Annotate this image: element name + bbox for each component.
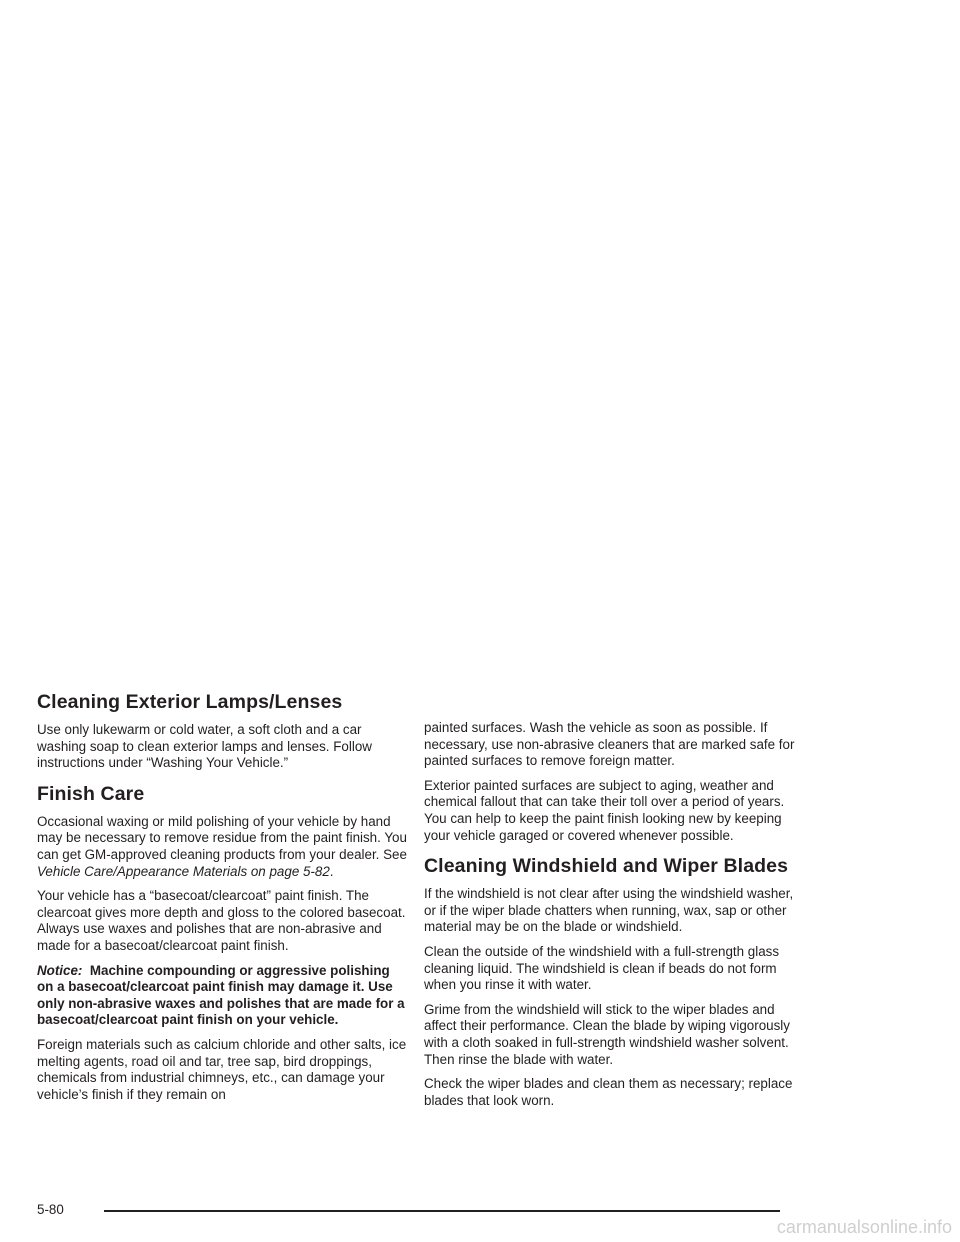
finish-paragraph-3: Foreign materials such as calcium chloride and other salts, ice melting agents, road oil and tar, tree sap, bird droppings, chemicals from industrial chimneys, etc., can damage your vehicle’s finish if they remain on — [37, 1036, 407, 1102]
finish-continued-paragraph-2: Exterior painted surfaces are subject to aging, weather and chemical fallout that can take their toll over a period of years. You can help to keep the paint finish looking new by keeping your vehicle garaged or covered whenever possible. — [424, 777, 785, 843]
watermark: carmanualsonline.info — [776, 1217, 952, 1237]
left-column — [37, 690, 409, 1111]
windshield-paragraph-1: If the windshield is not clear after using the windshield washer, or if the wiper blade chatters when running, wax, sap or other material may be on the blade or windshield. — [424, 886, 794, 935]
lamps-paragraph: Use only lukewarm or cold water, a soft cloth and a car washing soap to clean exterior lamps and lenses. Follow instructions under “Washing Your Vehicle.” — [37, 722, 372, 771]
windshield-paragraph-2: Clean the outside of the windshield with a full-strength glass cleaning liquid. The windshield is clean if beads do not form when you rinse it with water. — [424, 943, 780, 993]
vehicle-care-reference-link[interactable]: Vehicle Care/Appearance Materials on page 5-82 — [37, 863, 330, 879]
finish-paragraph-1-text: Occasional waxing or mild polishing of your vehicle by hand may be necessary to remove residue from the paint finish. You can get GM-approved cleaning products from your dealer. See — [37, 813, 407, 862]
windshield-paragraph-3: Grime from the windshield will stick to the wiper blades and affect their performance. Clean the blade by wiping vigorously with a cloth soaked in full-strength windshield washer solvent. Then rinse the blade with water. — [424, 1001, 790, 1067]
finish-paragraph-2: Your vehicle has a “basecoat/clearcoat” paint finish. The clearcoat gives more depth and gloss to the colored basecoat. Always use waxes and polishes that are non-abrasive and made for a basecoat/clearcoat paint finish. — [37, 888, 406, 953]
notice-label: Notice: — [37, 962, 83, 978]
finish-paragraph-1-end: . — [329, 863, 334, 879]
notice-paragraph — [37, 963, 409, 1029]
heading-finish-care: Finish Care — [37, 782, 145, 805]
heading-cleaning-windshield-wiper-blades: Cleaning Windshield and Wiper Blades — [424, 855, 789, 878]
footer-rule — [104, 1210, 780, 1212]
heading-cleaning-exterior-lamps: Cleaning Exterior Lamps/Lenses — [37, 691, 343, 713]
finish-continued-paragraph-1: painted surfaces. Wash the vehicle as soon as possible. If necessary, use non-abrasive cleaners that are marked safe for painted surfaces to remove foreign matter. — [424, 720, 795, 769]
right-column — [424, 720, 796, 1117]
windshield-paragraph-4: Check the wiper blades and clean them as necessary; replace blades that look worn. — [424, 1076, 793, 1108]
notice-body: Machine compounding or aggressive polishing on a basecoat/clearcoat paint finish may damage it. Use only non-abrasive waxes and polishes that are made for a basecoat/clearcoat paint finish on your vehicle. — [37, 962, 405, 1028]
page-number: 5-80 — [37, 1202, 64, 1217]
finish-paragraph-1 — [37, 814, 409, 880]
